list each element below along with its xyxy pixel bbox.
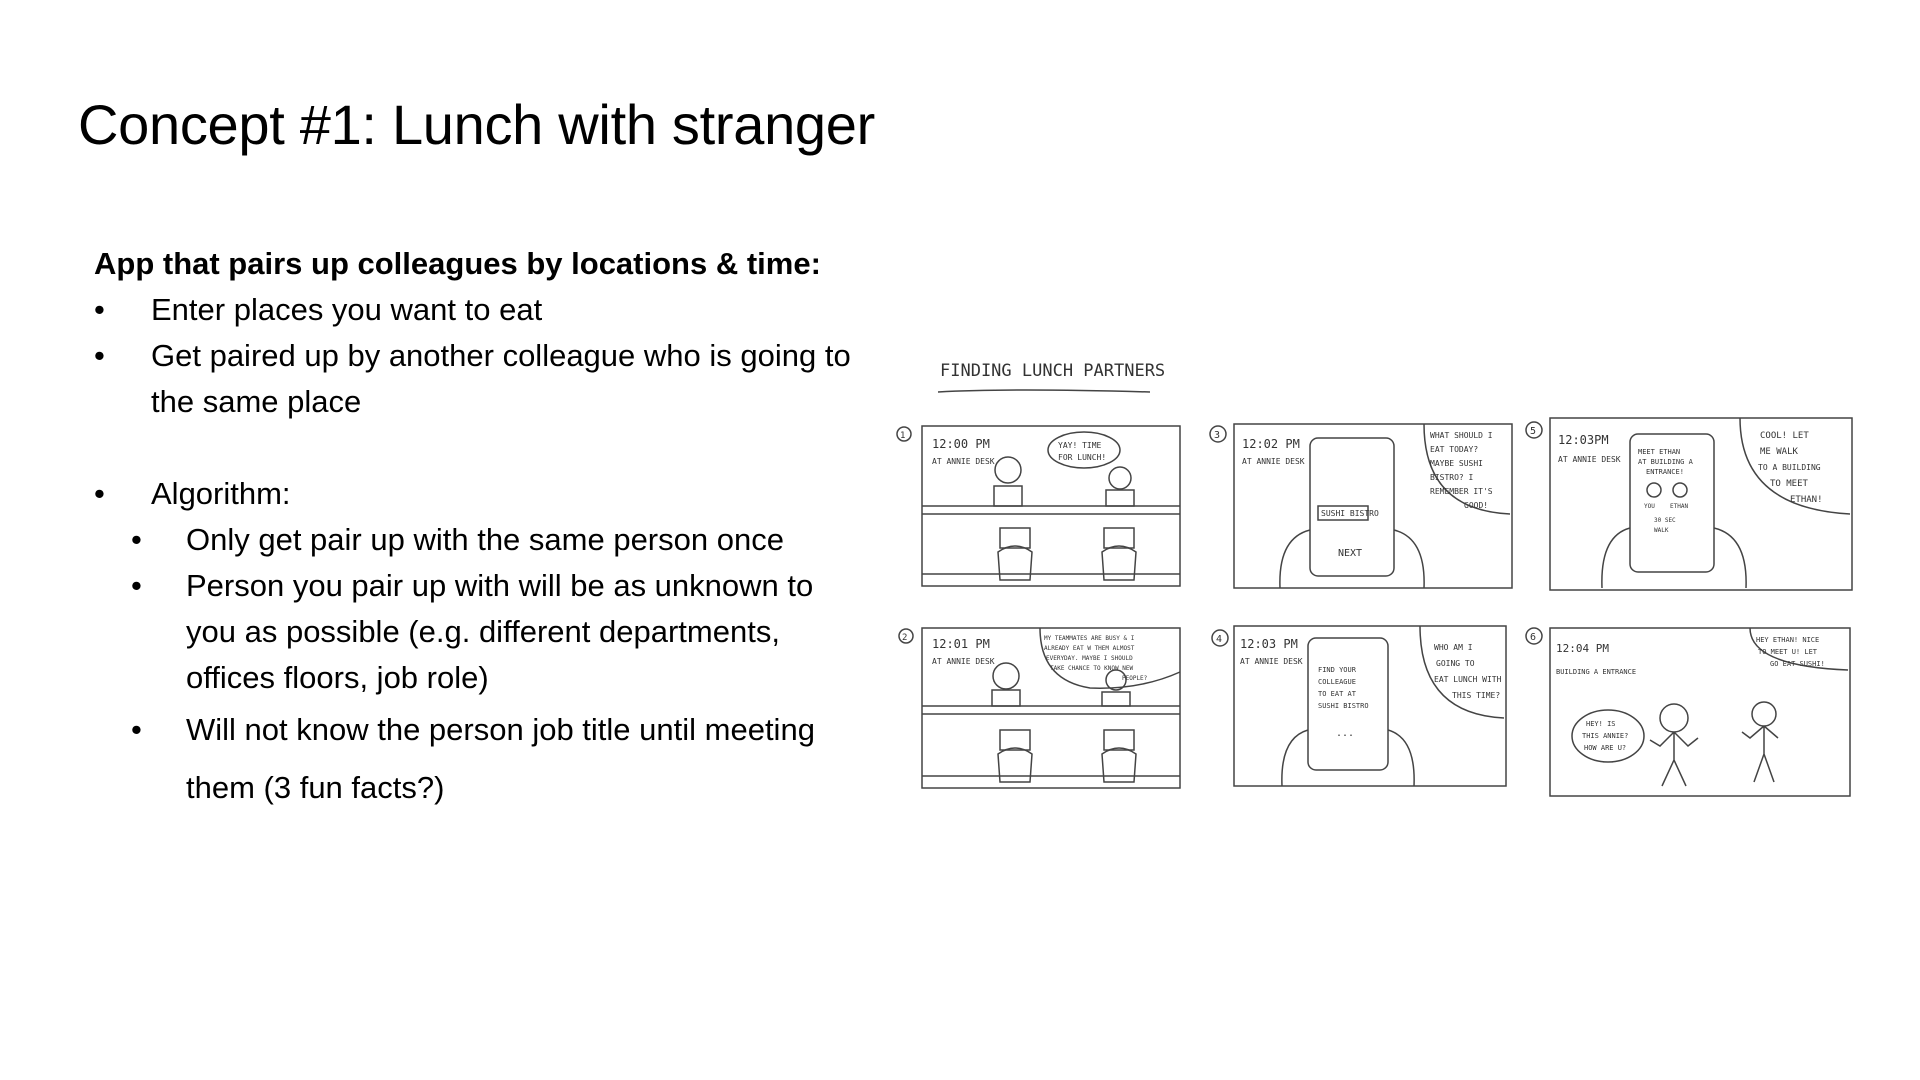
laptop <box>1000 528 1030 548</box>
phone-screen-text: ETHAN <box>1670 503 1689 510</box>
hands <box>1602 528 1746 588</box>
panel-number: 1 <box>900 431 906 441</box>
panel-time: 12:03PM <box>1558 433 1609 447</box>
thought-text: TAKE CHANCE TO KNOW NEW <box>1050 665 1134 672</box>
thought-text: TO MEET <box>1770 479 1808 489</box>
concept-description <box>94 241 854 817</box>
thought-text: WHAT SHOULD I <box>1430 431 1493 440</box>
panel-place: AT ANNIE DESK <box>932 657 995 666</box>
panel-number: 4 <box>1216 634 1223 645</box>
speech-text: HEY ETHAN! NICE <box>1756 636 1820 644</box>
thought-text: COOL! LET <box>1760 431 1809 441</box>
laptop <box>1102 692 1130 706</box>
thought-text: ALREADY EAT W THEM ALMOST <box>1044 645 1135 652</box>
panel-time: 12:00 PM <box>932 437 990 451</box>
thought-text: PEOPLE? <box>1122 675 1148 682</box>
phone-screen-text: AT BUILDING A <box>1638 458 1693 466</box>
storyboard-sketch <box>890 340 1860 810</box>
thought-text: TO A BUILDING <box>1758 463 1821 472</box>
feature-bullet: • Enter places you want to eat <box>94 287 854 333</box>
thought-text: EVERYDAY. MAYBE I SHOULD <box>1046 655 1133 662</box>
intro-heading: App that pairs up colleagues by locations & time: <box>94 246 821 281</box>
laptop <box>1106 490 1134 506</box>
panel-time: 12:04 PM <box>1556 642 1609 655</box>
thought-bubble <box>1420 626 1504 718</box>
storyboard-panel-3 <box>1210 424 1512 588</box>
storyboard-panel-6 <box>1526 628 1850 796</box>
laptop <box>994 486 1022 506</box>
panel-place: AT ANNIE DESK <box>932 457 995 466</box>
thought-text: MY TEAMMATES ARE BUSY & I <box>1044 635 1135 642</box>
thought-text: WHO AM I <box>1434 643 1473 652</box>
panel-number: 5 <box>1530 426 1537 437</box>
phone-screen-text: MEET ETHAN <box>1638 448 1681 456</box>
phone-screen-text: 30 SEC <box>1654 517 1676 524</box>
algorithm-label: • Algorithm: <box>94 471 854 517</box>
thought-text: BISTRO? I <box>1430 473 1474 482</box>
storyboard-panel-5 <box>1526 418 1852 590</box>
feature-list <box>94 287 854 425</box>
storyboard-panel-2 <box>899 628 1180 788</box>
panel-time: 12:01 PM <box>932 637 990 651</box>
speech-text: GO EAT SUSHI! <box>1770 660 1825 668</box>
panel-number: 2 <box>902 633 908 643</box>
person-head <box>995 457 1021 483</box>
thought-text: MAYBE SUSHI <box>1430 459 1483 468</box>
phone-screen-text: YOU <box>1644 503 1655 510</box>
laptop <box>1000 730 1030 750</box>
algorithm-rule: • Person you pair up with will be as unknown to you as possible (e.g. different departments, offices floors, job role) <box>94 563 854 701</box>
thought-text: EAT LUNCH WITH <box>1434 675 1502 684</box>
panel-place: BUILDING A ENTRANCE <box>1556 668 1637 676</box>
panel-time: 12:02 PM <box>1242 437 1300 451</box>
heading-underline <box>938 390 1150 392</box>
speech-text: HEY! IS <box>1586 720 1616 728</box>
phone-screen-text: FIND YOUR <box>1318 666 1356 674</box>
panel-frame <box>922 628 1180 788</box>
panel-place: AT ANNIE DESK <box>1558 455 1621 464</box>
storyboard-heading: FINDING LUNCH PARTNERS <box>940 361 1166 381</box>
thought-text: ETHAN! <box>1790 495 1823 505</box>
phone-screen-text: TO EAT AT <box>1318 690 1356 698</box>
storyboard-panel-4 <box>1212 626 1506 786</box>
person-back <box>1102 546 1136 580</box>
algorithm-rule: • Will not know the person job title until meeting them (3 fun facts?) <box>94 701 854 817</box>
spacer <box>94 425 854 471</box>
panel-place: AT ANNIE DESK <box>1240 657 1303 666</box>
storyboard-panel-1 <box>897 426 1180 586</box>
phone-screen-text: ... <box>1336 728 1355 739</box>
speech-text: YAY! TIME <box>1058 441 1102 450</box>
slide-title: Concept #1: Lunch with stranger <box>78 93 875 156</box>
thought-text: REMEMBER IT'S <box>1430 487 1493 496</box>
feature-bullet: • Get paired up by another colleague who is going to the same place <box>94 333 854 425</box>
panel-place: AT ANNIE DESK <box>1242 457 1305 466</box>
person-head <box>1109 467 1131 489</box>
thought-text: GOOD! <box>1464 501 1489 510</box>
person-back <box>998 748 1032 782</box>
person-body <box>1650 732 1698 786</box>
phone-screen-text: ENTRANCE! <box>1646 468 1684 476</box>
avatar-you <box>1647 483 1661 497</box>
panel-number: 6 <box>1530 632 1537 643</box>
speech-bubble <box>1048 432 1120 468</box>
panel-number: 3 <box>1214 430 1221 441</box>
phone-screen-text: COLLEAGUE <box>1318 678 1356 686</box>
speech-text: TO MEET U! LET <box>1758 648 1818 656</box>
person-body <box>1742 726 1778 782</box>
speech-text: THIS ANNIE? <box>1582 732 1629 740</box>
thought-text: EAT TODAY? <box>1430 445 1479 454</box>
avatar-ethan <box>1673 483 1687 497</box>
algorithm-list <box>94 471 854 517</box>
algorithm-rules <box>94 517 854 817</box>
laptop <box>1104 730 1134 750</box>
thought-text: ME WALK <box>1760 447 1798 457</box>
person-back <box>1102 748 1136 782</box>
person-head <box>993 663 1019 689</box>
phone-screen-text: SUSHI BISTRO <box>1318 702 1369 710</box>
person-head <box>1752 702 1776 726</box>
thought-text: GOING TO <box>1436 659 1475 668</box>
phone-screen-text: SUSHI BISTRO <box>1321 509 1379 518</box>
thought-text: THIS TIME? <box>1452 691 1501 700</box>
algorithm-rule: • Only get pair up with the same person once <box>94 517 854 563</box>
person-back <box>998 546 1032 580</box>
phone-screen-text: NEXT <box>1338 548 1363 559</box>
person-head <box>1660 704 1688 732</box>
laptop <box>1104 528 1134 548</box>
phone-screen-text: WALK <box>1654 527 1669 534</box>
hands <box>1280 530 1424 588</box>
speech-text: FOR LUNCH! <box>1058 453 1107 462</box>
speech-text: HOW ARE U? <box>1584 744 1627 752</box>
laptop <box>992 690 1020 706</box>
panel-time: 12:03 PM <box>1240 637 1298 651</box>
